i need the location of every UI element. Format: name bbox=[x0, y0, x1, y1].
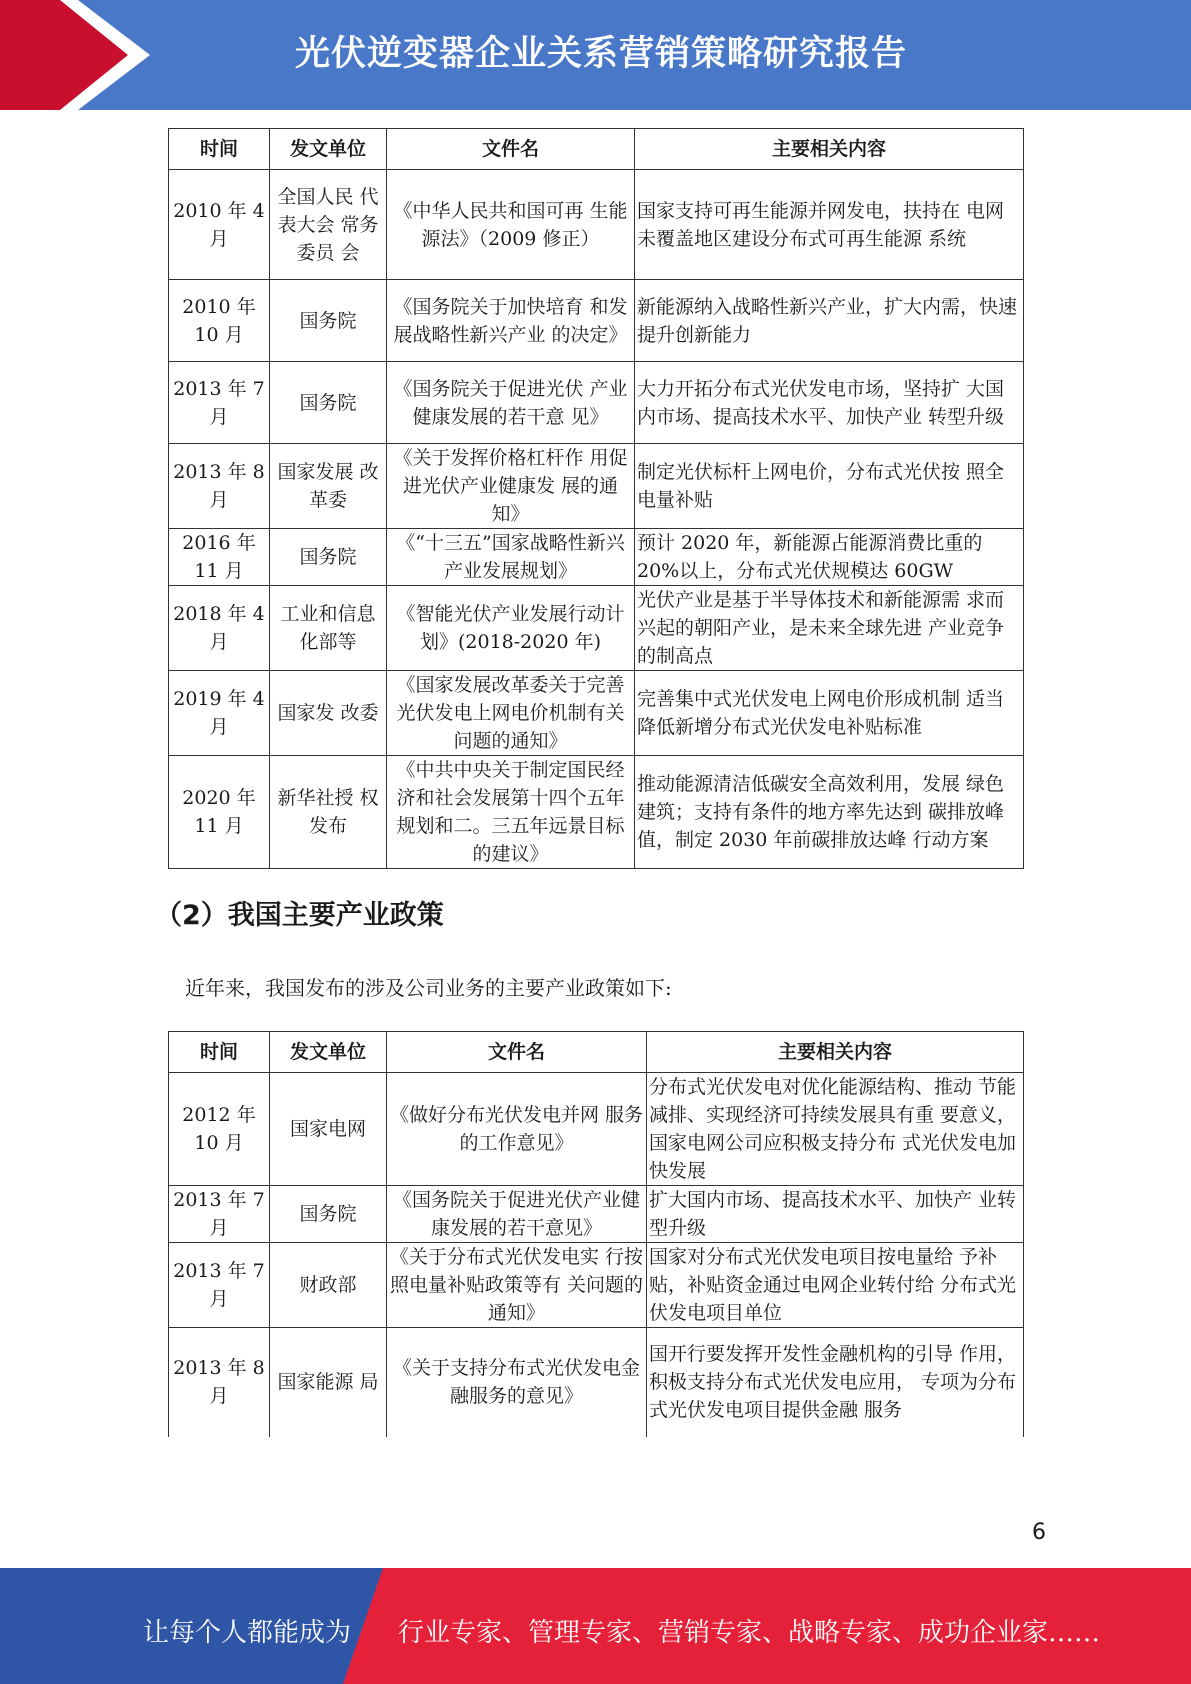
cell-date: 2016 年 11 月 bbox=[169, 529, 270, 586]
cell-issuer: 财政部 bbox=[270, 1243, 387, 1328]
column-header-issuer: 发文单位 bbox=[270, 1032, 387, 1073]
cell-issuer: 国家能源 局 bbox=[270, 1328, 387, 1437]
cell-issuer: 国务院 bbox=[270, 280, 387, 362]
cell-issuer: 工业和信息化部等 bbox=[270, 586, 387, 671]
cell-document: 《智能光伏产业发展行动计划》(2018-2020 年) bbox=[387, 586, 635, 671]
table-row bbox=[169, 756, 1024, 869]
cell-document: 《中华人民共和国可再 生能源法》（2009 修正） bbox=[387, 170, 635, 280]
cell-date: 2010 年 4 月 bbox=[169, 170, 270, 280]
cell-issuer: 新华社授 权发布 bbox=[270, 756, 387, 869]
table-row bbox=[169, 280, 1024, 362]
cell-date: 2012 年 10 月 bbox=[169, 1073, 270, 1186]
table-row bbox=[169, 170, 1024, 280]
report-title: 光伏逆变器企业关系营销策略研究报告 bbox=[295, 34, 908, 74]
cell-issuer: 国家电网 bbox=[270, 1073, 387, 1186]
column-header-date: 时间 bbox=[169, 1032, 270, 1073]
cell-date: 2013 年 7 月 bbox=[169, 362, 270, 444]
cell-date: 2018 年 4 月 bbox=[169, 586, 270, 671]
policy-table-2 bbox=[168, 1031, 1024, 1437]
cell-content: 分布式光伏发电对优化能源结构、推动 节能减排、实现经济可持续发展具有重 要意义，国家电网公司应积极支持分布 式光伏发电加快发展 bbox=[647, 1073, 1024, 1186]
table-row bbox=[169, 529, 1024, 586]
cell-content: 扩大国内市场、提高技术水平、加快产 业转型升级 bbox=[647, 1186, 1024, 1243]
cell-issuer: 国务院 bbox=[270, 362, 387, 444]
cell-date: 2010 年 10 月 bbox=[169, 280, 270, 362]
cell-document: 《国务院关于促进光伏 产业健康发展的若干意 见》 bbox=[387, 362, 635, 444]
column-header-issuer: 发文单位 bbox=[270, 129, 387, 170]
cell-content: 国开行要发挥开发性金融机构的引导 作用，积极支持分布式光伏发电应用， 专项为分布式光伏发电项目提供金融 服务 bbox=[647, 1328, 1024, 1437]
column-header-document: 文件名 bbox=[387, 1032, 647, 1073]
table-row bbox=[169, 1243, 1024, 1328]
cell-content: 新能源纳入战略性新兴产业，扩大内需，快速提升创新能力 bbox=[635, 280, 1024, 362]
column-header-content: 主要相关内容 bbox=[635, 129, 1024, 170]
table-header-row bbox=[169, 129, 1024, 170]
cell-document: 《中共中央关于制定国民经济和社会发展第十四个五年规划和二。三五年远景目标的建议》 bbox=[387, 756, 635, 869]
footer-slogan-right: 行业专家、管理专家、营销专家、战略专家、成功企业家…… bbox=[398, 1618, 1101, 1648]
intro-paragraph: 近年来，我国发布的涉及公司业务的主要产业政策如下: bbox=[185, 976, 672, 1000]
cell-issuer: 国务院 bbox=[270, 1186, 387, 1243]
cell-issuer: 国务院 bbox=[270, 529, 387, 586]
table-row bbox=[169, 671, 1024, 756]
table-row bbox=[169, 1073, 1024, 1186]
page-footer bbox=[0, 1568, 1191, 1684]
cell-content: 预计 2020 年，新能源占能源消费比重的 20%以上，分布式光伏规模达 60GW bbox=[635, 529, 1024, 586]
cell-document: 《关于发挥价格杠杆作 用促进光伏产业健康发 展的通知》 bbox=[387, 444, 635, 529]
cell-date: 2013 年 8 月 bbox=[169, 444, 270, 529]
cell-document: 《国务院关于促进光伏产业健康发展的若干意见》 bbox=[387, 1186, 647, 1243]
page-header bbox=[0, 0, 1191, 110]
table-row bbox=[169, 586, 1024, 671]
table-header-row bbox=[169, 1032, 1024, 1073]
cell-document: 《做好分布光伏发电并网 服务的工作意见》 bbox=[387, 1073, 647, 1186]
column-header-date: 时间 bbox=[169, 129, 270, 170]
table-row bbox=[169, 1186, 1024, 1243]
cell-issuer: 全国人民 代表大会 常务委员 会 bbox=[270, 170, 387, 280]
footer-slogan-left: 让每个人都能成为 bbox=[143, 1618, 352, 1648]
table-row bbox=[169, 444, 1024, 529]
table-row bbox=[169, 1328, 1024, 1437]
cell-issuer: 国家发展 改革委 bbox=[270, 444, 387, 529]
column-header-content: 主要相关内容 bbox=[647, 1032, 1024, 1073]
cell-date: 2013 年 7 月 bbox=[169, 1243, 270, 1328]
cell-issuer: 国家发 改委 bbox=[270, 671, 387, 756]
section-heading: （2）我国主要产业政策 bbox=[155, 900, 444, 931]
cell-content: 国家支持可再生能源并网发电，扶持在 电网未覆盖地区建设分布式可再生能源 系统 bbox=[635, 170, 1024, 280]
cell-content: 大力开拓分布式光伏发电市场，坚持扩 大国内市场、提高技术水平、加快产业 转型升级 bbox=[635, 362, 1024, 444]
cell-content: 完善集中式光伏发电上网电价形成机制 适当降低新增分布式光伏发电补贴标准 bbox=[635, 671, 1024, 756]
cell-document: 《关于分布式光伏发电实 行按照电量补贴政策等有 关问题的通知》 bbox=[387, 1243, 647, 1328]
cell-document: 《国务院关于加快培育 和发展战略性新兴产业 的决定》 bbox=[387, 280, 635, 362]
cell-date: 2013 年 7 月 bbox=[169, 1186, 270, 1243]
cell-content: 光伏产业是基于半导体技术和新能源需 求而兴起的朝阳产业，是未来全球先进 产业竞争的制高点 bbox=[635, 586, 1024, 671]
cell-date: 2020 年 11 月 bbox=[169, 756, 270, 869]
cell-content: 国家对分布式光伏发电项目按电量给 予补贴，补贴资金通过电网企业转付给 分布式光伏发电项目单位 bbox=[647, 1243, 1024, 1328]
column-header-document: 文件名 bbox=[387, 129, 635, 170]
policy-table-1 bbox=[168, 128, 1024, 869]
cell-date: 2013 年 8 月 bbox=[169, 1328, 270, 1437]
cell-document: 《国家发展改革委关于完善光伏发电上网电价机制有关问题的通知》 bbox=[387, 671, 635, 756]
cell-date: 2019 年 4 月 bbox=[169, 671, 270, 756]
page-number: 6 bbox=[1032, 1520, 1046, 1545]
cell-document: 《“十三五”国家战略性新兴产业发展规划》 bbox=[387, 529, 635, 586]
cell-document: 《关于支持分布式光伏发电金融服务的意见》 bbox=[387, 1328, 647, 1437]
cell-content: 制定光伏标杆上网电价，分布式光伏按 照全电量补贴 bbox=[635, 444, 1024, 529]
cell-content: 推动能源清洁低碳安全高效利用，发展 绿色建筑；支持有条件的地方率先达到 碳排放峰值，制定 2030 年前碳排放达峰 行动方案 bbox=[635, 756, 1024, 869]
table-row bbox=[169, 362, 1024, 444]
